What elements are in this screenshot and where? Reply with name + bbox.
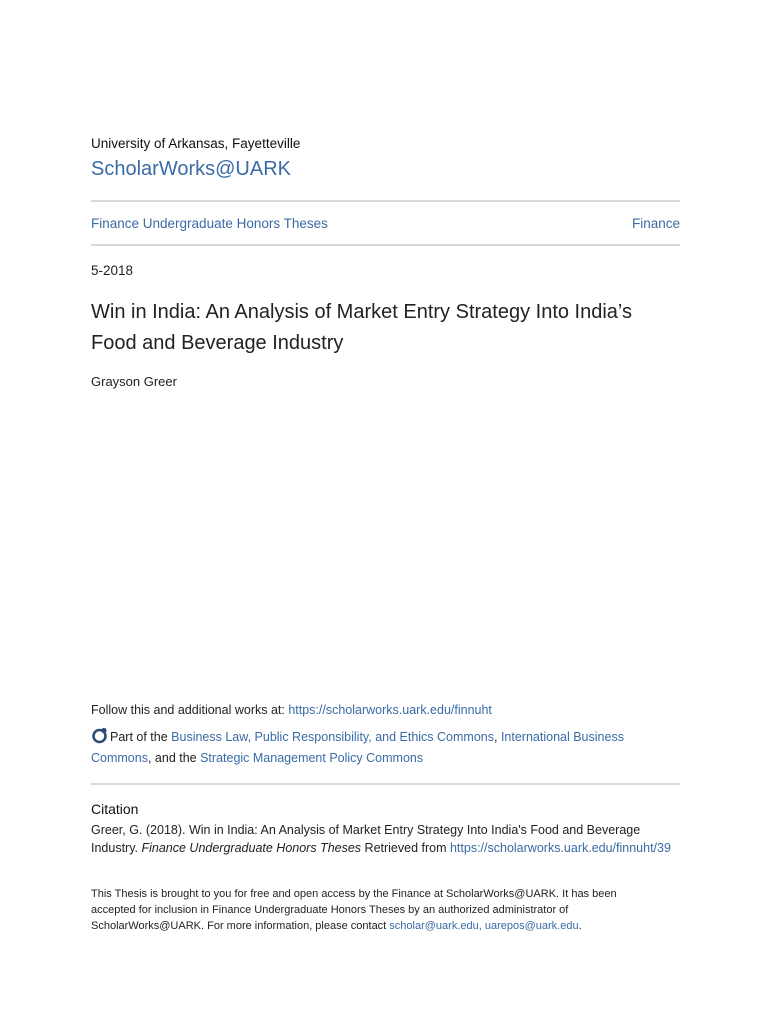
citation-url-link[interactable]: https://scholarworks.uark.edu/finnuht/39 bbox=[449, 841, 671, 855]
author-name: Grayson Greer bbox=[91, 374, 177, 389]
notice-end: . bbox=[578, 920, 582, 932]
separator: , and the bbox=[147, 751, 201, 765]
commons-link[interactable]: Strategic Management Policy Commons bbox=[200, 751, 424, 765]
notice-text: This Thesis is brought to you for free and open access by the Finance at ScholarWorks@UARK. It has been accepted for inclusion in Finance Undergraduate Honors Theses by an authorized administrator of ScholarWorks@UARK. For more information, please contact bbox=[91, 888, 617, 932]
citation-heading: Citation bbox=[91, 801, 139, 817]
document-title bbox=[91, 297, 680, 359]
commons-link[interactable]: International Business Commons bbox=[91, 730, 624, 765]
divider bbox=[91, 783, 680, 785]
title-line: Win in India: An Analysis of Market Entry Strategy Into India’s bbox=[91, 301, 633, 323]
citation-body: Greer, G. (2018). Win in India: An Analysis of Market Entry Strategy Into India's Food and Beverage Industry. bbox=[91, 823, 641, 855]
access-notice bbox=[91, 886, 651, 934]
citation-text bbox=[91, 821, 686, 857]
follow-url-link[interactable]: https://scholarworks.uark.edu/finnuht bbox=[288, 703, 492, 717]
title-line: Food and Beverage Industry bbox=[91, 332, 344, 354]
divider bbox=[91, 244, 680, 246]
part-of-prefix: Part of the bbox=[110, 730, 172, 744]
open-access-network-icon bbox=[91, 727, 108, 744]
citation-retrieved: Retrieved from bbox=[361, 841, 450, 855]
citation-series: Finance Undergraduate Honors Theses bbox=[141, 841, 362, 855]
department-link[interactable]: Finance bbox=[631, 216, 680, 231]
series-link[interactable]: Finance Undergraduate Honors Theses bbox=[91, 216, 328, 231]
follow-label: Follow this and additional works at: bbox=[91, 703, 289, 717]
divider bbox=[91, 200, 680, 202]
commons-link[interactable]: Business Law, Public Responsibility, and Ethics Commons bbox=[171, 730, 494, 744]
institution-name: University of Arkansas, Fayetteville bbox=[91, 136, 301, 151]
contact-email-link[interactable]: scholar@uark.edu, uarepos@uark.edu bbox=[389, 920, 579, 932]
part-of-commons bbox=[91, 727, 680, 769]
publication-date: 5-2018 bbox=[91, 263, 134, 278]
repository-link[interactable]: ScholarWorks@UARK bbox=[91, 158, 291, 180]
separator: , bbox=[494, 730, 501, 744]
follow-works bbox=[91, 703, 492, 717]
